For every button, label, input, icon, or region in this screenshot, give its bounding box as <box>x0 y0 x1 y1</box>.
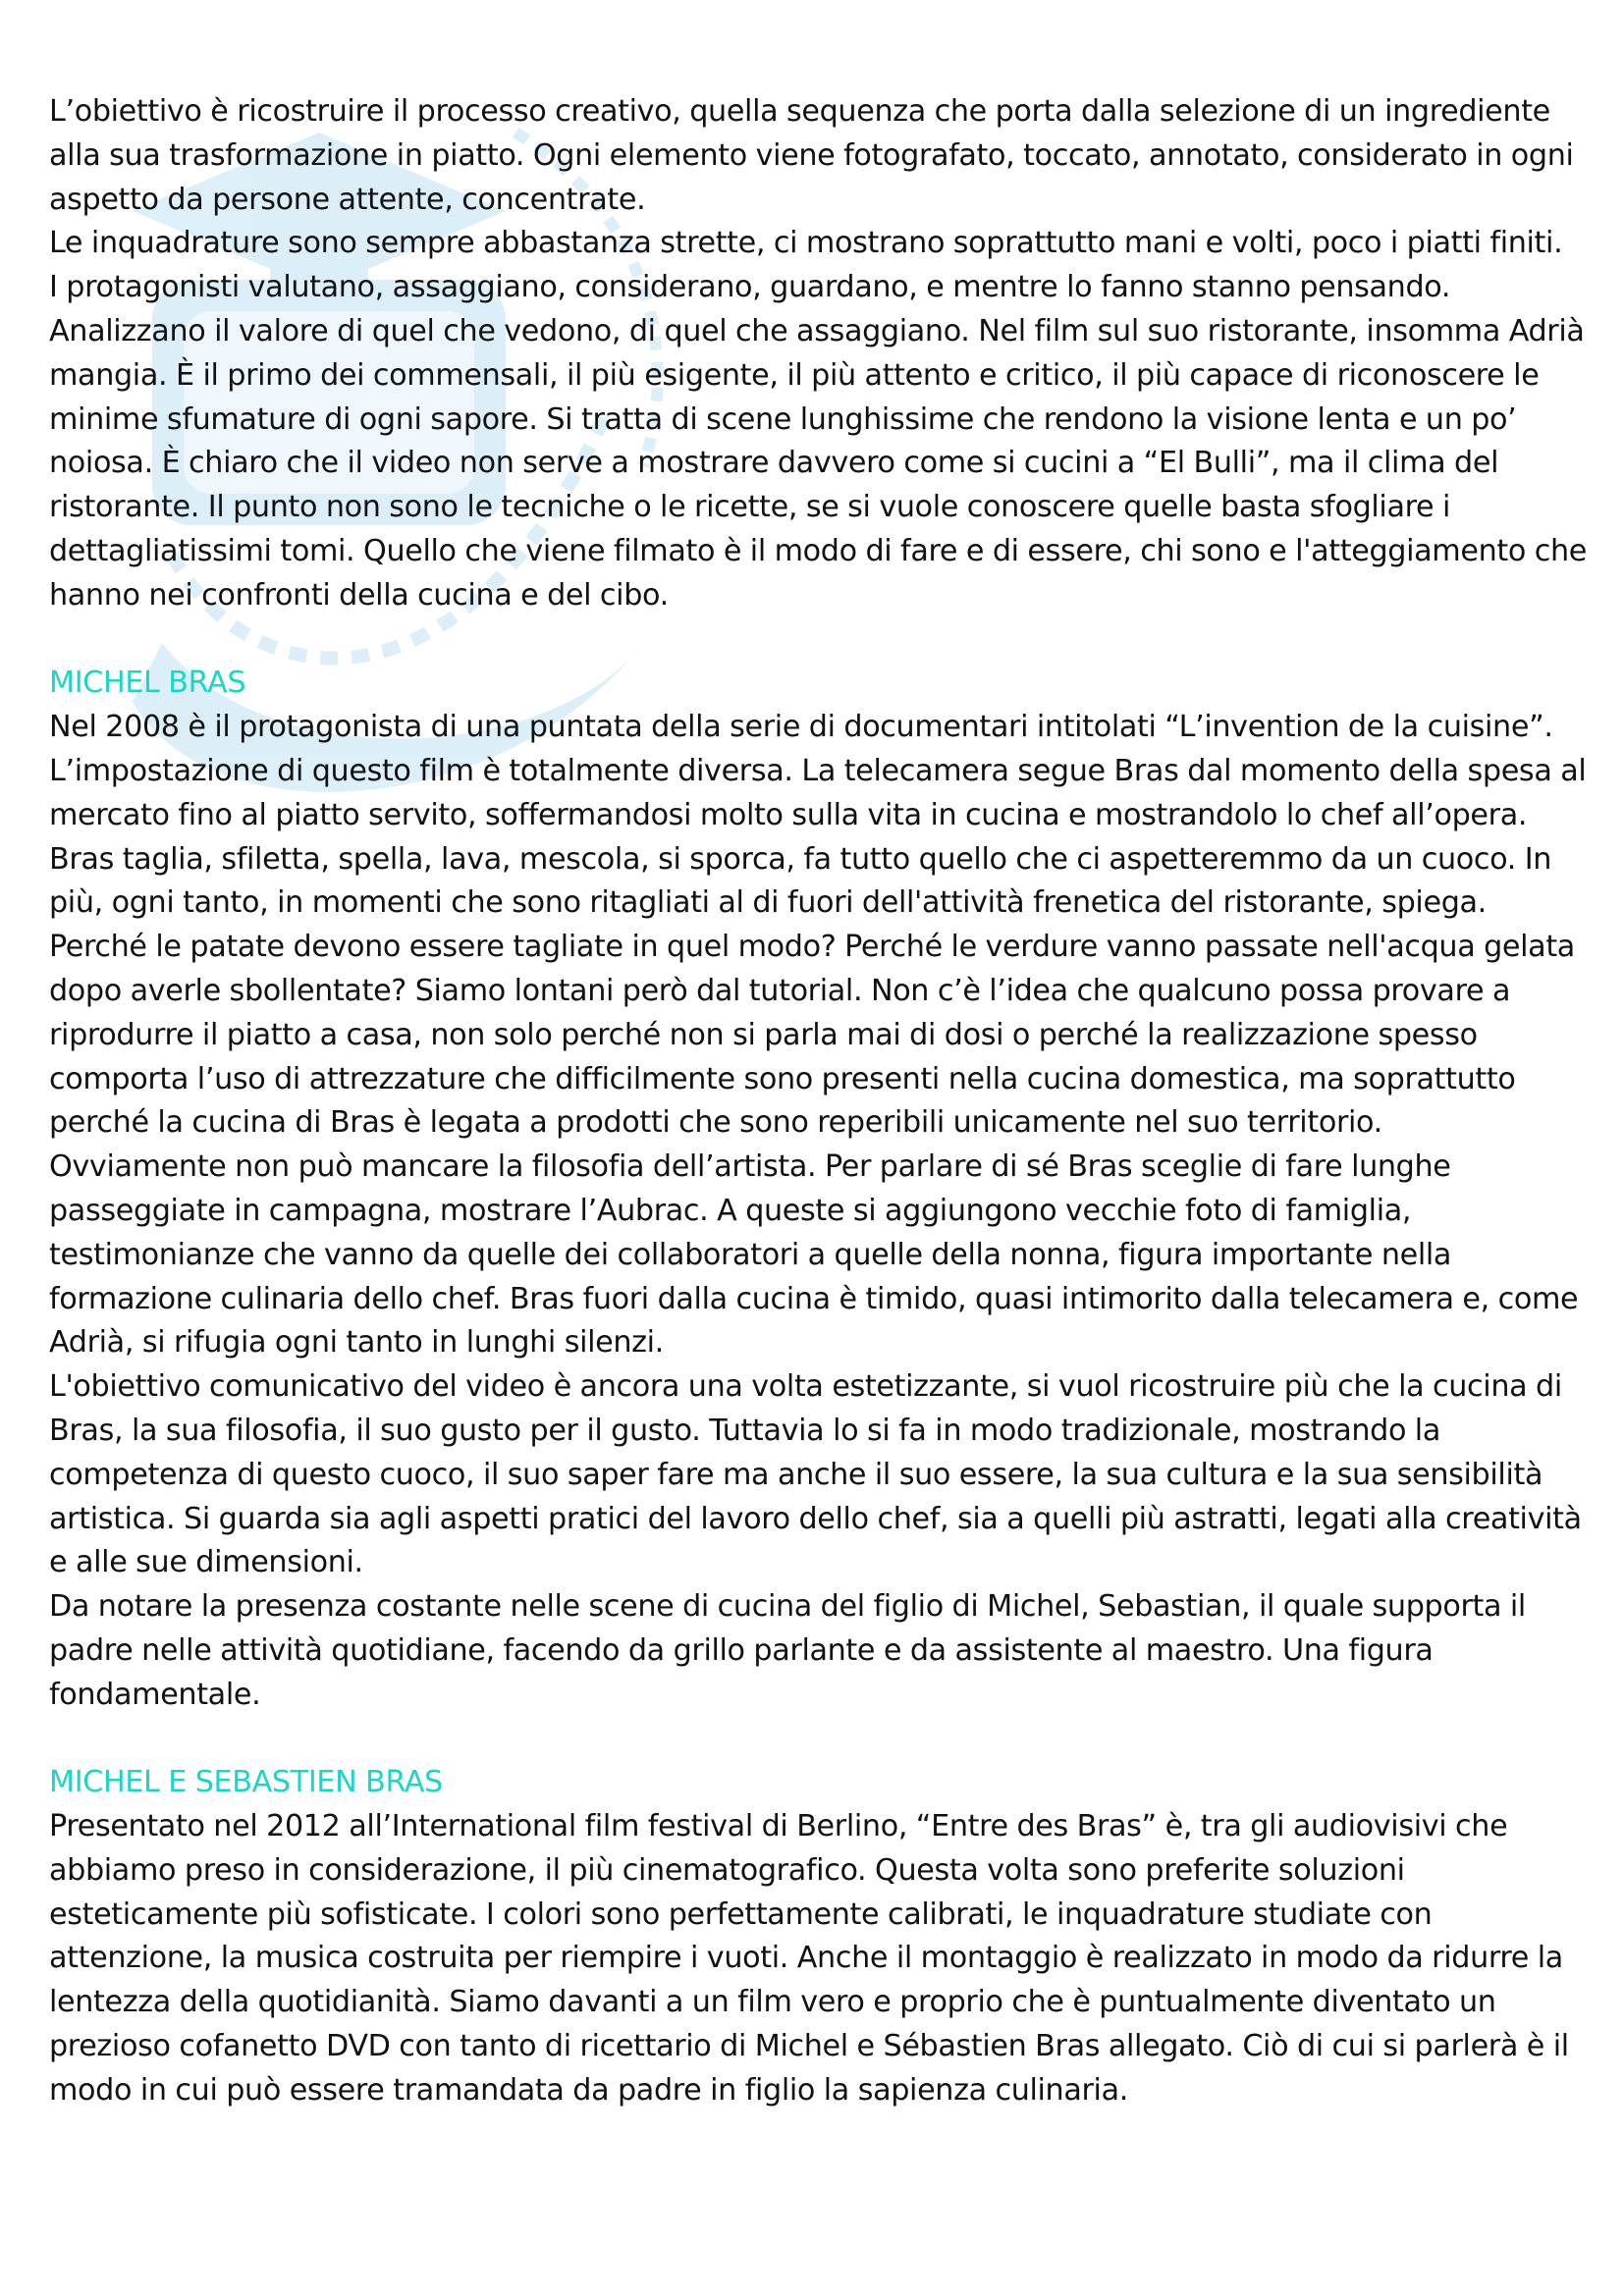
intro-paragraph-2: Le inquadrature sono sempre abbastanza strette, ci mostrano soprattutto mani e volti, poco i piatti finiti. <box>49 226 1563 261</box>
michel-paragraph-4: Da notare la presenza costante nelle scene di cucina del figlio di Michel, Sebastian, il quale supporta il padre nelle attività quotidiane, facendo da grillo parlante e da assistente al maestro. Una figura fondamentale. <box>49 1589 1526 1712</box>
section-michel-bras <box>49 662 1591 1717</box>
michel-paragraph-2: Ovviamente non può mancare la filosofia dell’artista. Per parlare di sé Bras sceglie di fare lunghe passeggiate in campagna, mostrare l’Aubrac. A queste si aggiungono vecchie foto di famiglia, testimonianze che vanno da quelle dei collaboratori a quelle della nonna, figura importante nella formazione culinaria dello chef. Bras fuori dalla cucina è timido, quasi intimorito dalla telecamera e, come Adrià, si rifugia ogni tanto in lunghi silenzi. <box>49 1149 1579 1361</box>
section-gap <box>49 618 1591 663</box>
intro-paragraph-1: L’obiettivo è ricostruire il processo creativo, quella sequenza che porta dalla selezione di un ingrediente alla sua trasformazione in piatto. Ogni elemento viene fotografato, toccato, annotato, considerato in ogni aspetto da persone attente, concentrate. <box>49 94 1574 217</box>
section-intro <box>49 90 1591 618</box>
michel-paragraph-1: Nel 2008 è il protagonista di una puntata della serie di documentari intitolati “L’invention de la cuisine”. L’impostazione di questo film è totalmente diversa. La telecamera segue Bras dal momento della spesa al mercato fino al piatto servito, soffermandosi molto sulla vita in cucina e mostrandolo lo chef all’opera. Bras taglia, sfiletta, spella, lava, mescola, si sporca, fa tutto quello che ci aspetteremmo da un cuoco. In più, ogni tanto, in momenti che sono ritagliati al di fuori dell'attività frenetica del ristorante, spiega. Perché le patate devono essere tagliate in quel modo? Perché le verdure vanno passate nell'acqua gelata dopo averle sbollentate? Siamo lontani però dal tutorial. Non c’è l’idea che qualcuno possa provare a riprodurre il piatto a casa, non solo perché non si parla mai di dosi o perché la realizzazione spesso comporta l’uso di attrezzature che difficilmente sono presenti nella cucina domestica, ma soprattutto perché la cucina di Bras è legata a prodotti che sono reperibili unicamente nel suo territorio. <box>49 710 1587 1141</box>
heading-michel-sebastien-bras: MICHEL E SEBASTIEN BRAS <box>49 1765 443 1800</box>
intro-paragraph-3: I protagonisti valutano, assaggiano, considerano, guardano, e mentre lo fanno stanno pensando. Analizzano il valore di quel che vedono, di quel che assaggiano. Nel film sul suo ristorante, insomma Adrià mangia. È il primo dei commensali, il più esigente, il più attento e critico, il più capace di riconoscere le minime sfumature di ogni sapore. Si tratta di scene lunghissime che rendono la visione lenta e un po’ noiosa. È chiaro che il video non serve a mostrare davvero come si cucini a “El Bulli”, ma il clima del ristorante. Il punto non sono le tecniche o le ricette, se si vuole conoscere quelle basta sfogliare i dettagliatissimi tomi. Quello che viene filmato è il modo di fare e di essere, chi sono e l'atteggiamento che hanno nei confronti della cucina e del cibo. <box>49 270 1587 613</box>
michel-paragraph-3: L'obiettivo comunicativo del video è ancora una volta estetizzante, si vuol ricostruire più che la cucina di Bras, la sua filosofia, il suo gusto per il gusto. Tuttavia lo si fa in modo tradizionale, mostrando la competenza di questo cuoco, il suo saper fare ma anche il suo essere, la sua cultura e la sua sensibilità artistica. Si guarda sia agli aspetti pratici del lavoro dello chef, sia a quelli più astratti, legati alla creatività e alle sue dimensioni. <box>49 1369 1582 1580</box>
section-michel-sebastien-bras <box>49 1761 1591 2112</box>
heading-michel-bras: MICHEL BRAS <box>49 666 246 701</box>
section-gap <box>49 1717 1591 1761</box>
michel-sebastien-paragraph-1: Presentato nel 2012 all’International film festival di Berlino, “Entre des Bras” è, tra gli audiovisivi che abbiamo preso in considerazione, il più cinematografico. Questa volta sono preferite soluzioni esteticamente più sofisticate. I colori sono perfettamente calibrati, le inquadrature studiate con attenzione, la musica costruita per riempire i vuoti. Anche il montaggio è realizzato in modo da ridurre la lentezza della quotidianità. Siamo davanti a un film vero e proprio che è puntualmente diventato un prezioso cofanetto DVD con tanto di ricettario di Michel e Sébastien Bras allegato. Ciò di cui si parlerà è il modo in cui può essere tramandata da padre in figlio la sapienza culinaria. <box>49 1809 1569 2108</box>
document-page <box>49 90 1591 2113</box>
